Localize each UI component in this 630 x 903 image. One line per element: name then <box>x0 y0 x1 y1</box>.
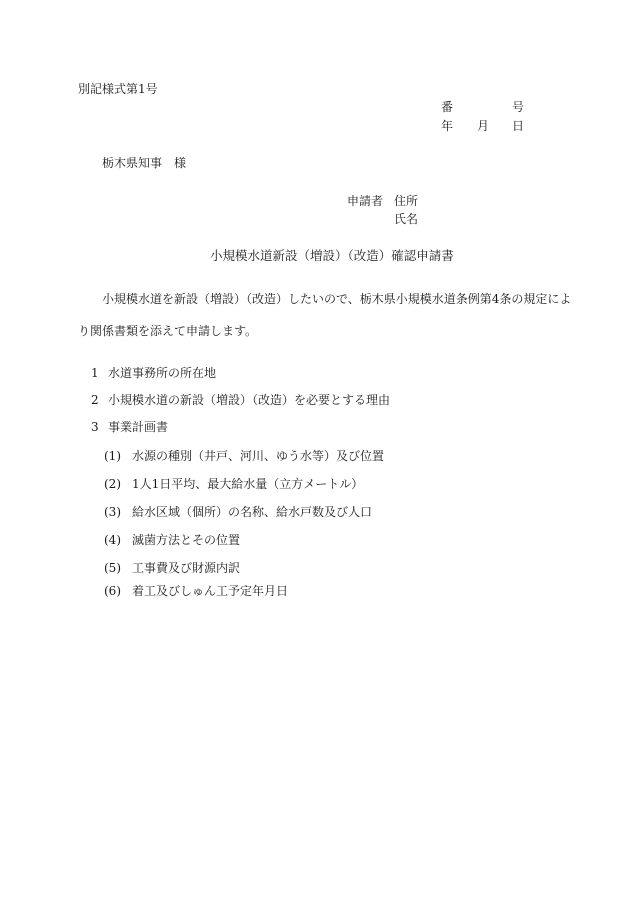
date-day-label: 日 <box>512 119 525 133</box>
subitem-text: 工事費及び財源内訳 <box>132 561 241 575</box>
body-line-1: 小規模水道を新設（増設）（改造）したいので、栃木県小規模水道条例第4条の規定によ <box>102 292 572 306</box>
addressee: 栃木県知事 様 <box>102 156 187 170</box>
subitem-text: 給水区域（個所）の名称、給水戸数及び人口 <box>132 505 373 519</box>
body-line-2: り関係書類を添えて申請します。 <box>78 324 258 338</box>
subitem-number: (5) <box>104 561 121 575</box>
subitem-number: (4) <box>104 533 121 547</box>
item-text: 小規模水道の新設（増設）（改造）を必要とする理由 <box>108 393 391 407</box>
item-number: 3 <box>91 420 99 434</box>
item-number: 2 <box>91 393 99 407</box>
subitem-number: (1) <box>104 449 121 463</box>
item-number: 1 <box>91 366 99 380</box>
subitem-number: (3) <box>104 505 121 519</box>
applicant-label: 申請者 <box>347 194 384 208</box>
subitem-number: (6) <box>104 584 121 598</box>
document-title: 小規模水道新設（増設）（改造）確認申請書 <box>210 248 454 263</box>
subitem-number: (2) <box>104 477 121 491</box>
applicant-address-label: 住所 <box>394 194 419 208</box>
form-label: 別記様式第1号 <box>78 82 158 96</box>
item-text: 水道事務所の所在地 <box>108 366 217 380</box>
subitem-text: 1人1日平均、最大給水量（立方メートル） <box>132 477 364 491</box>
applicant-name-label: 氏名 <box>394 212 419 226</box>
item-text: 事業計画書 <box>108 420 169 434</box>
number-gou-label: 号 <box>512 100 525 114</box>
number-ban-label: 番 <box>441 100 454 114</box>
date-year-label: 年 <box>441 119 454 133</box>
subitem-text: 水源の種別（井戸、河川、ゆう水等）及び位置 <box>132 449 385 463</box>
subitem-text: 滅菌方法とその位置 <box>132 533 241 547</box>
date-month-label: 月 <box>477 119 490 133</box>
subitem-text: 着工及びしゅん工予定年月日 <box>132 584 289 598</box>
